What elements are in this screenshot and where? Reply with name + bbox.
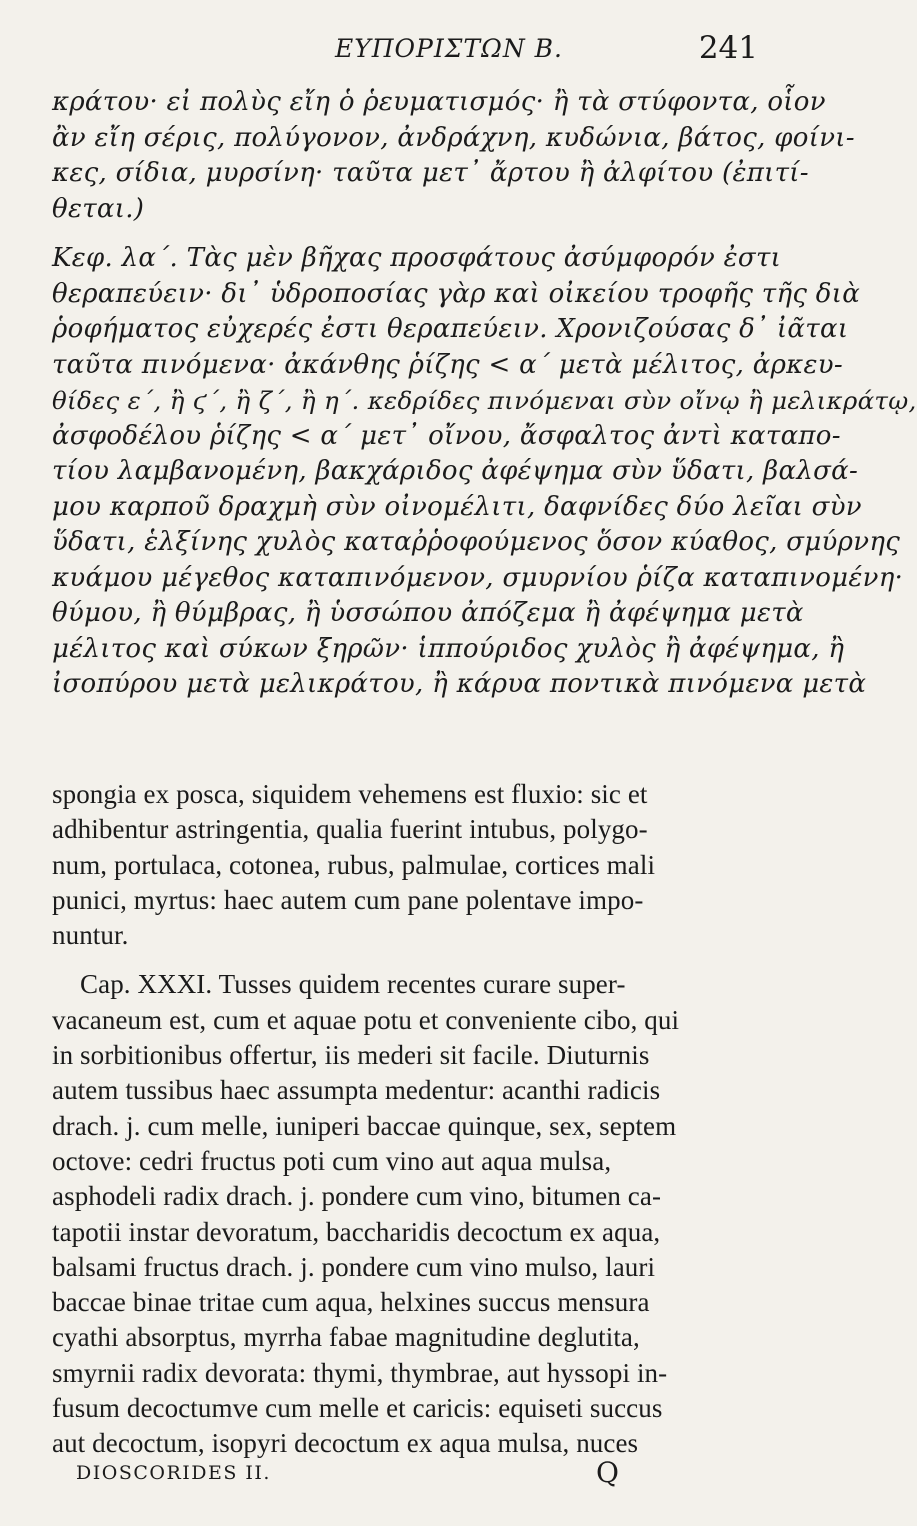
greek-line: μου καρποῦ δραχμὴ σὺν οἰνομέλιτι, δαφνίδες δύο λεῖαι σὺν — [52, 491, 862, 522]
greek-line: ταῦτα πινόμενα· ἀκάνθης ῥίζης < α΄ μετὰ μέλιτος, ἀρκευ- — [52, 349, 843, 380]
latin-line: Cap. XXXI. Tusses quidem recentes curare super- — [80, 969, 626, 1000]
running-head: ΕΥΠΟΡΙΣΤΩΝ Β. — [335, 34, 563, 63]
latin-line: autem tussibus haec assumpta medentur: acanthi radicis — [52, 1075, 661, 1106]
latin-line: cyathi absorptus, myrrha fabae magnitudine deglutita, — [52, 1322, 640, 1353]
greek-line: τίου λαμβανομένη, βακχάριδος ἀφέψημα σὺν ὕδατι, βαλσά- — [52, 456, 859, 486]
greek-line: μέλιτος καὶ σύκων ξηρῶν· ἱππούριδος χυλὸς ἢ ἀφέψημα, ἢ — [52, 633, 845, 664]
latin-line: vacaneum est, cum et aquae potu et conveniente cibo, qui — [52, 1004, 680, 1035]
greek-line: ἀσφοδέλου ῥίζης < α΄ μετ᾽ οἴνου, ἄσφαλτος ἀντὶ καταπο- — [52, 420, 841, 451]
latin-line: adhibentur astringentia, qualia fuerint intubus, polygo- — [52, 814, 648, 845]
latin-line: num, portulaca, cotonea, rubus, palmulae, cortices mali — [52, 849, 656, 880]
greek-line: θίδες ε΄, ἢ ϛ΄, ἢ ζ΄, ἢ η΄. κεδρίδες πινόμεναι σὺν οἴνῳ ἢ μελικράτῳ, — [52, 386, 917, 415]
greek-line: ὕδατι, ἑλξίνης χυλὸς καταῤῥοφούμενος ὅσον κύαθος, σμύρνης — [52, 527, 901, 557]
page-number: 241 — [698, 30, 758, 66]
latin-line: aut decoctum, isopyri decoctum ex aqua mulsa, nuces — [52, 1428, 639, 1459]
latin-line: smyrnii radix devorata: thymi, thymbrae, aut hyssopi in- — [52, 1357, 668, 1388]
latin-line: nuntur. — [52, 920, 129, 951]
latin-line: baccae binae tritae cum aqua, helxines succus mensura — [52, 1287, 650, 1318]
latin-line: tapotii instar devoratum, baccharidis decoctum ex aqua, — [52, 1216, 661, 1247]
latin-line: octove: cedri fructus poti cum vino aut aqua mulsa, — [52, 1145, 612, 1176]
greek-line: κυάμου μέγεθος καταπινόμενον, σμυρνίου ῥίζα καταπινομένη· — [52, 562, 904, 593]
greek-line: κες, σίδια, μυρσίνη· ταῦτα μετ᾽ ἄρτου ἢ ἀλφίτου (ἐπιτί- — [52, 158, 809, 188]
greek-line: Κεφ. λα΄. Τὰς μὲν βῆχας προσφάτους ἀσύμφορόν ἐστι — [52, 243, 782, 273]
greek-text-block — [52, 85, 917, 703]
signature-text: DIOSCORIDES II. — [76, 1462, 271, 1484]
latin-line: spongia ex posca, siquidem vehemens est fluxio: sic et — [52, 779, 648, 809]
latin-line: drach. j. cum melle, iuniperi baccae quinque, sex, septem — [52, 1110, 677, 1141]
latin-text-block — [52, 777, 770, 1462]
latin-line: balsami fructus drach. j. pondere cum vino mulso, lauri — [52, 1251, 656, 1282]
greek-line: ἂν εἴη σέρις, πολύγονον, ἀνδράχνη, κυδώνια, βάτος, φοίνι- — [52, 122, 855, 153]
latin-line: asphodeli radix drach. j. pondere cum vino, bitumen ca- — [52, 1181, 662, 1212]
latin-line: fusum decoctumve cum melle et caricis: equiseti succus — [52, 1393, 663, 1424]
greek-line: κράτου· εἰ πολὺς εἴη ὁ ῥευματισμός· ἢ τὰ στύφοντα, οἷον — [52, 87, 826, 117]
signature-mark: Q — [596, 1456, 619, 1489]
latin-line: punici, myrtus: haec autem cum pane polentave impo- — [52, 884, 644, 915]
greek-line: ῥοφήματος εὐχερές ἐστι θεραπεύειν. Χρονιζούσας δ᾽ ἰᾶται — [52, 314, 849, 344]
greek-line: ἰσοπύρου μετὰ μελικράτου, ἢ κάρυα ποντικὰ πινόμενα μετὰ — [52, 669, 867, 699]
page-footer — [76, 1456, 770, 1496]
greek-line: θύμου, ἢ θύμβρας, ἢ ὑσσώπου ἀπόζεμα ἢ ἀφέψημα μετὰ — [52, 598, 804, 628]
greek-line: θεται.) — [52, 193, 145, 224]
greek-line: θεραπεύειν· δι᾽ ὑδροποσίας γὰρ καὶ οἰκείου τροφῆς τῆς διὰ — [52, 278, 861, 309]
page-header — [50, 30, 770, 70]
latin-line: in sorbitionibus offertur, iis mederi sit facile. Diuturnis — [52, 1040, 650, 1071]
